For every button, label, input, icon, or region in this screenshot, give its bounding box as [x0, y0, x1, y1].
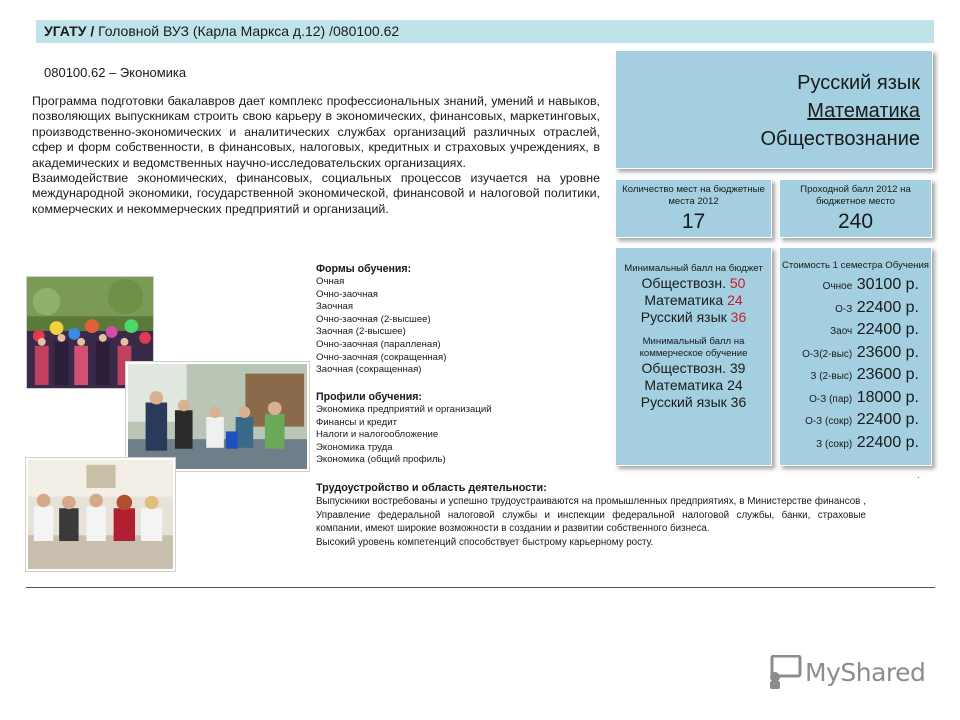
cost-form: Очное	[822, 281, 853, 292]
subject-russian: Русский язык	[797, 72, 920, 94]
study-forms-heading: Формы обучения:	[316, 263, 412, 275]
min-commercial-subject: Обществозн.	[641, 360, 726, 376]
cost-form: О-З (сокр)	[805, 416, 853, 427]
cost-price: 22400 р.	[856, 321, 919, 338]
passing-score-value: 240	[837, 210, 874, 233]
header-bar	[36, 20, 934, 43]
passing-score-label: Проходной балл 2012 на бюджетное место	[800, 184, 911, 207]
study-form-item: Очно-заочная (2-высшее)	[316, 313, 431, 325]
myshared-logo[interactable]	[766, 655, 925, 689]
profile-item: Финансы и кредит	[316, 416, 397, 428]
study-profiles	[316, 390, 492, 467]
budget-seats-value: 17	[681, 210, 706, 233]
cost-row	[780, 274, 931, 297]
min-budget-score: 24	[727, 292, 743, 308]
min-budget-score: 50	[729, 275, 746, 291]
study-form-item: Заочная (сокращенная)	[316, 364, 422, 376]
cost-price: 23600 р.	[856, 343, 919, 361]
tuition-cost-label: Стоимость 1 семестра Обучения	[781, 260, 930, 271]
employment-heading: Трудоустройство и область деятельности:	[316, 482, 547, 494]
min-commercial-score: 36	[730, 394, 747, 410]
cost-row	[780, 432, 931, 455]
cost-price: 30100 р.	[856, 276, 919, 293]
cost-row	[780, 387, 931, 410]
cost-price: 22400 р.	[856, 298, 919, 316]
cost-row	[780, 342, 931, 365]
program-subtitle: 080100.62 – Экономика	[44, 65, 187, 80]
cost-price: 22400 р.	[856, 433, 919, 451]
cost-price: 22400 р.	[856, 411, 919, 428]
min-budget-score: 36	[730, 309, 747, 325]
min-budget-row	[616, 309, 771, 326]
study-form-item: Очно-заочная (паралленая)	[316, 338, 441, 350]
cost-form: З (2-выс)	[810, 371, 853, 382]
min-commercial-row	[616, 394, 771, 411]
header-title: Головной ВУЗ (Карла Маркса д.12) /080100.62	[94, 23, 400, 39]
min-budget-subject: Русский язык	[640, 309, 727, 325]
program-description	[32, 94, 600, 217]
study-forms	[316, 262, 446, 377]
staff-meeting-photo	[26, 458, 175, 571]
study-form-item: Очно-заочная	[316, 288, 378, 300]
header-org: УГАТУ /	[44, 23, 95, 39]
cost-row	[780, 409, 931, 432]
study-profiles-heading: Профили обучения:	[316, 391, 422, 403]
cost-price: 18000 р.	[856, 388, 919, 406]
min-commercial-label: Минимальный балл на коммерческое обучение	[639, 336, 748, 359]
min-budget-subject: Математика	[644, 292, 724, 308]
profile-item: Экономика (общий профиль)	[316, 454, 446, 466]
cost-row	[780, 297, 931, 320]
study-form-item: Заочная (2-высшее)	[316, 326, 406, 338]
description-paragraph-2: Взаимодействие экономических, финансовых, социальных процессов изучается на уровне международной экономики, государственной экономической, финансовой и налоговой политики, коммерческих и некоммерческих предприятий и организаций.	[32, 171, 600, 216]
min-budget-label: Минимальный балл на бюджет	[624, 263, 763, 274]
cost-form: О-З (пар)	[809, 393, 853, 405]
passing-score-panel	[779, 179, 932, 238]
employment-section	[316, 481, 866, 549]
cost-row	[780, 364, 931, 387]
trailing-dot: .	[917, 470, 920, 481]
min-budget-row	[616, 292, 771, 309]
min-budget-row	[616, 275, 771, 292]
min-commercial-score: 39	[729, 360, 746, 376]
study-form-item: Очно-заочная (сокращенная)	[316, 351, 447, 363]
study-form-item: Заочная	[316, 301, 354, 313]
min-commercial-score: 24	[727, 377, 743, 393]
subject-social: Обществознание	[760, 128, 920, 150]
budget-seats-panel	[615, 179, 772, 238]
min-commercial-subject: Математика	[644, 377, 724, 393]
min-budget-subject: Обществозн.	[641, 275, 726, 291]
study-form-item: Очная	[316, 276, 345, 287]
entrance-subjects-panel	[615, 50, 933, 169]
cost-form: О-З	[835, 303, 853, 315]
profile-item: Экономика предприятий и организаций	[316, 404, 492, 415]
min-commercial-row	[616, 360, 771, 377]
budget-seats-label: Количество мест на бюджетные места 2012	[622, 184, 765, 207]
cost-form: З (сокр)	[816, 438, 853, 450]
description-paragraph-1: Программа подготовки бакалавров дает комплекс профессиональных знаний, умений и навыков, позволяющих выпускникам строить свою карьеру в экономических, финансовых, маркетинговых, производственно-экономических и аналитических службах организаций различных отраслей, сфер и форм собственности, в финансовых, налоговых, кредитных и страховых учреждениях, в академических и ведомственных научно-исследовательских организациях.	[32, 94, 600, 170]
divider	[26, 587, 935, 588]
profile-item: Налоги и налогообложение	[316, 429, 439, 441]
students-group-photo	[126, 362, 309, 471]
minimum-scores-panel	[615, 247, 772, 466]
tuition-cost-panel	[779, 247, 932, 466]
profile-item: Экономика труда	[316, 441, 393, 453]
cost-price: 23600 р.	[856, 366, 919, 383]
logo-text: MyShared	[805, 657, 926, 687]
cost-form: О-З(2-выс)	[802, 348, 853, 360]
subject-math: Математика	[807, 100, 920, 122]
cost-row	[780, 319, 931, 342]
employment-paragraph-2: Высокий уровень компетенций способствует быстрому карьерному росту.	[316, 536, 654, 548]
presentation-board-icon	[766, 655, 802, 689]
cost-form: Заоч	[830, 326, 853, 337]
min-commercial-row	[616, 377, 771, 394]
employment-paragraph-1: Выпускники востребованы и успешно трудоустраиваются на промышленных предприятиях, в Министерстве финансов , Управление федеральной налоговой службы и инспекции федеральной налоговой службы, банки, страховые компании, имеют широкие возможности в создании и развитии собственного бизнеса.	[316, 496, 866, 535]
min-commercial-subject: Русский язык	[640, 394, 727, 410]
